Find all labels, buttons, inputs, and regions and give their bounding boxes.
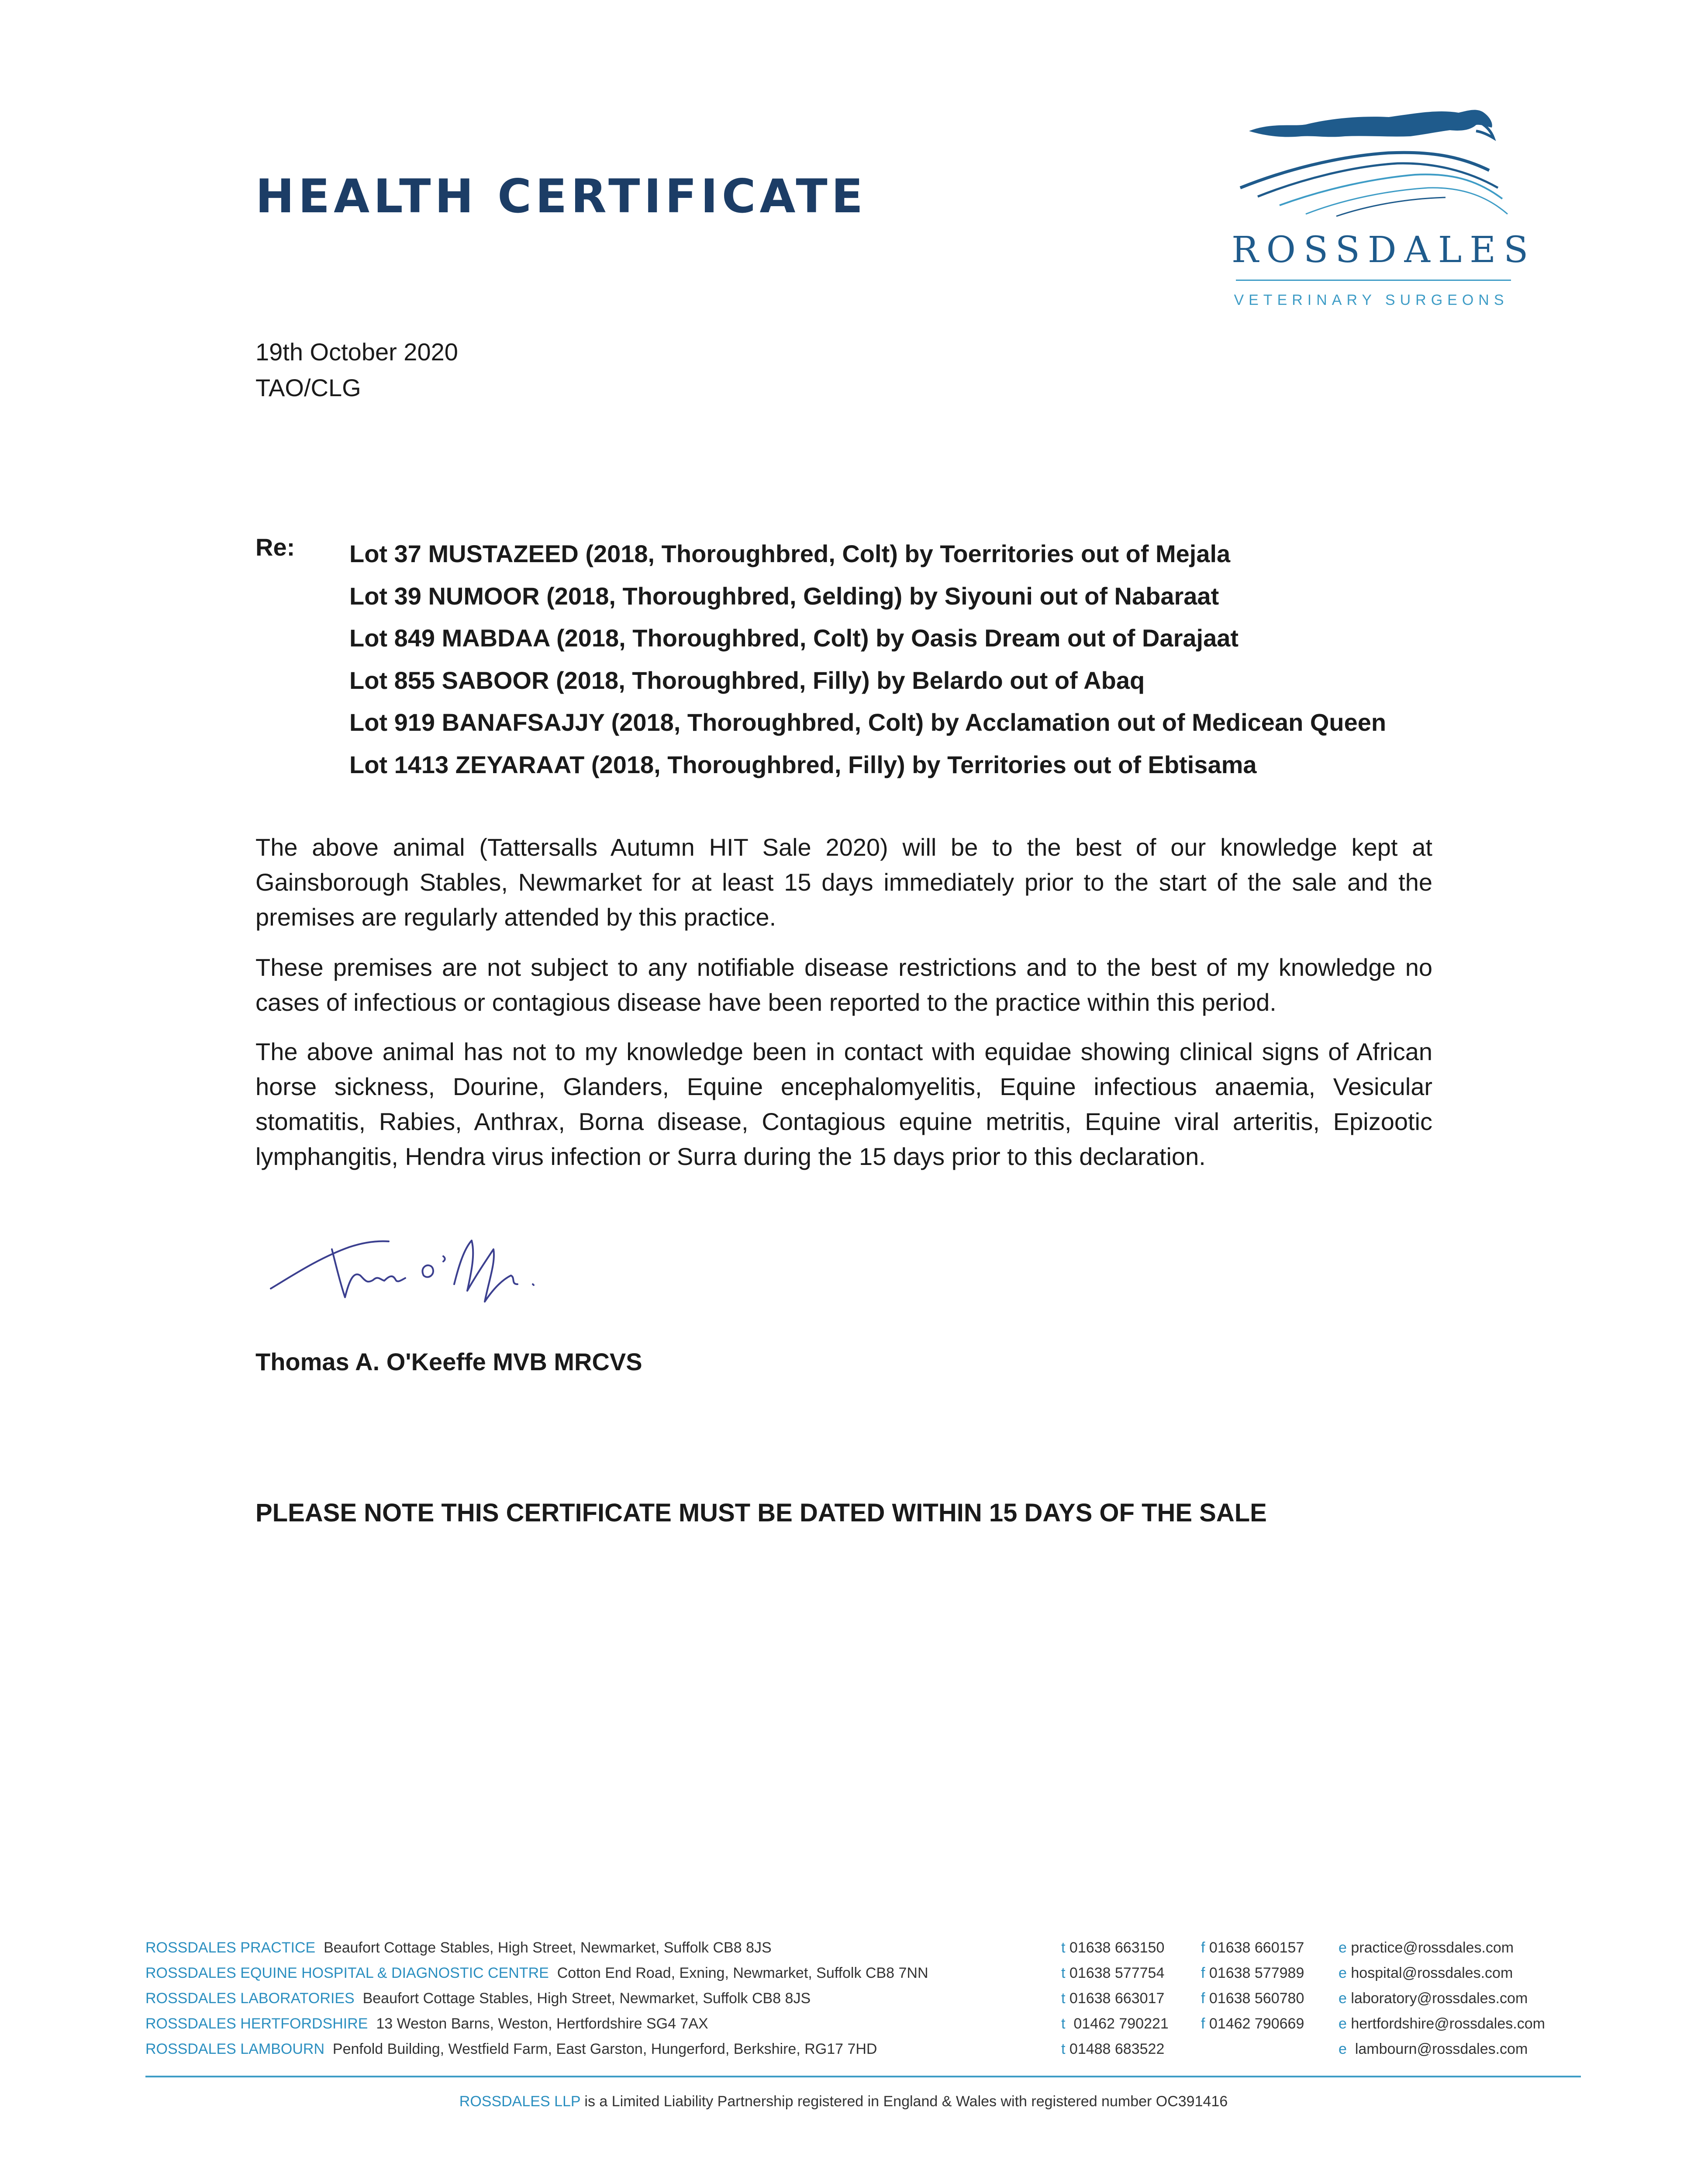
office-fax: f 01638 577989 bbox=[1201, 1965, 1304, 1981]
llp-registration bbox=[0, 2093, 1687, 2110]
list-item: Lot 849 MABDAA (2018, Thoroughbred, Colt) by Oasis Dream out of Darajaat bbox=[349, 624, 1239, 652]
office-fax: f 01462 790669 bbox=[1201, 2015, 1304, 2032]
lot-list bbox=[349, 533, 1386, 786]
office-address: Cotton End Road, Exning, Newmarket, Suffolk CB8 7NN bbox=[557, 1965, 928, 1981]
logo-wordmark: ROSSDALES bbox=[1232, 229, 1536, 271]
signer-name: Thomas A. O'Keeffe MVB MRCVS bbox=[255, 1348, 642, 1375]
office-name: ROSSDALES PRACTICE bbox=[145, 1939, 316, 1956]
office-telephone: t 01638 577754 bbox=[1061, 1965, 1165, 1981]
logo-divider bbox=[1236, 280, 1511, 281]
office-telephone: t 01638 663150 bbox=[1061, 1939, 1165, 1956]
paragraph-restrictions: These premises are not subject to any notifiable disease restrictions and to the best of my knowledge no cases of infectious or contagious disease have been reported to the practice within this period. bbox=[255, 954, 1432, 1016]
dating-notice: PLEASE NOTE THIS CERTIFICATE MUST BE DATED WITHIN 15 DAYS OF THE SALE bbox=[255, 1499, 1267, 1527]
office-name: ROSSDALES EQUINE HOSPITAL & DIAGNOSTIC CENTRE bbox=[145, 1965, 549, 1981]
footer-office bbox=[145, 1965, 928, 1982]
office-email[interactable]: e lambourn@rossdales.com bbox=[1339, 2041, 1528, 2057]
llp-name: ROSSDALES LLP bbox=[459, 2093, 580, 2110]
office-address: Beaufort Cottage Stables, High Street, Newmarket, Suffolk CB8 8JS bbox=[362, 1990, 811, 2007]
paragraph-sale-location: The above animal (Tattersalls Autumn HIT Sale 2020) will be to the best of our knowledge kept at Gainsborough Stables, Newmarket for at least 15 days immediately prior to the start of the sale and the premises are regularly attended by this practice. bbox=[255, 833, 1432, 931]
office-email[interactable]: e practice@rossdales.com bbox=[1339, 1939, 1514, 1956]
rossdales-logo bbox=[1232, 105, 1536, 323]
office-email[interactable]: e laboratory@rossdales.com bbox=[1339, 1990, 1528, 2007]
horse-logo-icon bbox=[1232, 105, 1511, 227]
footer-office bbox=[145, 2015, 708, 2032]
office-name: ROSSDALES LABORATORIES bbox=[145, 1990, 355, 2007]
office-address: Beaufort Cottage Stables, High Street, Newmarket, Suffolk CB8 8JS bbox=[324, 1939, 772, 1956]
office-telephone: t 01488 683522 bbox=[1061, 2041, 1165, 2057]
office-telephone: t 01462 790221 bbox=[1061, 2015, 1169, 2032]
office-telephone: t 01638 663017 bbox=[1061, 1990, 1165, 2007]
list-item: Lot 37 MUSTAZEED (2018, Thoroughbred, Colt) by Toerritories out of Mejala bbox=[349, 540, 1231, 567]
logo-subtitle: VETERINARY SURGEONS bbox=[1234, 292, 1509, 308]
paragraph-disease-contact: The above animal has not to my knowledge been in contact with equidae showing clinical signs of African horse sickness, Dourine, Glanders, Equine encephalomyelitis, Equine infectious anaemia, Vesicular stomatitis, Rabies, Anthrax, Borna disease, Contagious equine metritis, Equine viral arteritis, Epizootic lymphangitis, Hendra virus infection or Surra during the 15 days prior to this declaration. bbox=[255, 1038, 1432, 1170]
office-address: 13 Weston Barns, Weston, Hertfordshire SG4 7AX bbox=[376, 2015, 708, 2032]
list-item: Lot 1413 ZEYARAAT (2018, Thoroughbred, Filly) by Territories out of Ebtisama bbox=[349, 750, 1257, 778]
footer-office bbox=[145, 1990, 811, 2007]
list-item: Lot 39 NUMOOR (2018, Thoroughbred, Gelding) by Siyouni out of Nabaraat bbox=[349, 582, 1219, 610]
office-fax: f 01638 660157 bbox=[1201, 1939, 1304, 1956]
date-reference-block bbox=[255, 334, 458, 406]
footer-office bbox=[145, 2041, 877, 2058]
office-name: ROSSDALES HERTFORDSHIRE bbox=[145, 2015, 368, 2032]
re-label: Re: bbox=[255, 533, 295, 561]
office-fax: f 01638 560780 bbox=[1201, 1990, 1304, 2007]
document-title: HEALTH CERTIFICATE bbox=[255, 169, 867, 223]
footer-office bbox=[145, 1939, 772, 1956]
letter-date: 19th October 2020 bbox=[255, 338, 458, 366]
footer-divider bbox=[145, 2076, 1581, 2077]
letter-reference: TAO/CLG bbox=[255, 374, 361, 401]
office-address: Penfold Building, Westfield Farm, East Garston, Hungerford, Berkshire, RG17 7HD bbox=[332, 2041, 877, 2057]
handwritten-signature bbox=[266, 1214, 555, 1319]
list-item: Lot 855 SABOOR (2018, Thoroughbred, Filly) by Belardo out of Abaq bbox=[349, 666, 1145, 694]
office-email[interactable]: e hospital@rossdales.com bbox=[1339, 1965, 1513, 1981]
office-name: ROSSDALES LAMBOURN bbox=[145, 2041, 324, 2057]
llp-text: is a Limited Liability Partnership registered in England & Wales with registered number OC391416 bbox=[584, 2093, 1228, 2110]
list-item: Lot 919 BANAFSAJJY (2018, Thoroughbred, Colt) by Acclamation out of Medicean Queen bbox=[349, 708, 1387, 736]
office-email[interactable]: e hertfordshire@rossdales.com bbox=[1339, 2015, 1545, 2032]
